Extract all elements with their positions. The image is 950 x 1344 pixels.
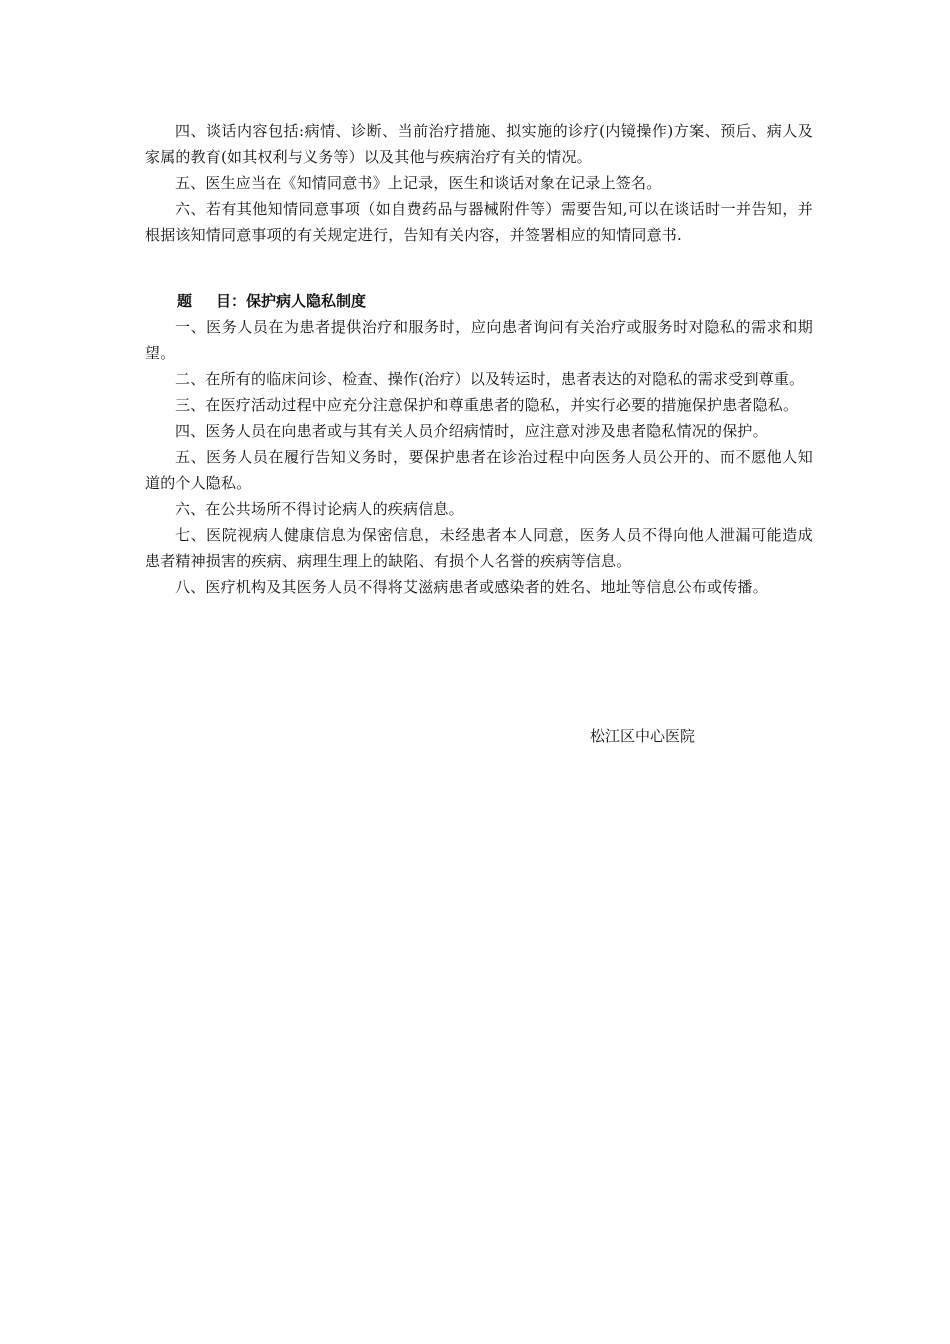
paragraph: 六、在公共场所不得讨论病人的疾病信息。 <box>175 500 464 518</box>
paragraph: 四、医务人员在向患者或与其有关人员介绍病情时，应注意对涉及患者隐私情况的保护。 <box>175 422 768 440</box>
paragraph: 七、医院视病人健康信息为保密信息，未经患者本人同意，医务人员不得向他人泄漏可能造成患者精神损害的疾病、病理生理上的缺陷、有损个人名誉的疾病等信息。 <box>145 526 813 570</box>
heading-label-2: 目： <box>216 292 247 310</box>
paragraph: 二、在所有的临床问诊、检查、操作(治疗）以及转运时，患者表达的对隐私的需求受到尊重。 <box>175 370 805 388</box>
paragraph: 四、谈话内容包括:病情、诊断、当前治疗措施、拟实施的诊疗(内镜操作)方案、预后、病人及家属的教育(如其权利与义务等）以及其他与疾病治疗有关的情况。 <box>145 122 813 166</box>
paragraph: 八、医疗机构及其医务人员不得将艾滋病患者或感染者的姓名、地址等信息公布或传播。 <box>175 578 768 596</box>
document-body <box>145 118 813 600</box>
section-heading <box>177 288 813 314</box>
paragraph: 一、医务人员在为患者提供治疗和服务时，应向患者询问有关治疗或服务时对隐私的需求和期望。 <box>145 318 813 362</box>
paragraph: 三、在医疗活动过程中应充分注意保护和尊重患者的隐私，并实行必要的措施保护患者隐私。 <box>175 396 799 414</box>
paragraph: 五、医务人员在履行告知义务时，要保护患者在诊治过程中向医务人员公开的、而不愿他人知道的个人隐私。 <box>145 448 813 492</box>
section-informed-consent <box>145 118 813 248</box>
heading-label: 题 <box>177 292 193 310</box>
paragraph: 五、医生应当在《知情同意书》上记录，医生和谈话对象在记录上签名。 <box>175 174 662 192</box>
paragraph: 六、若有其他知情同意事项（如自费药品与器械附件等）需要告知,可以在谈话时一并告知，并根据该知情同意事项的有关规定进行，告知有关内容，并签署相应的知情同意书. <box>145 200 813 244</box>
section-privacy <box>145 288 813 600</box>
section-spacer <box>145 248 813 288</box>
signature-hospital: 松江区中心医院 <box>590 727 696 745</box>
heading-title: 保护病人隐私制度 <box>246 292 367 310</box>
